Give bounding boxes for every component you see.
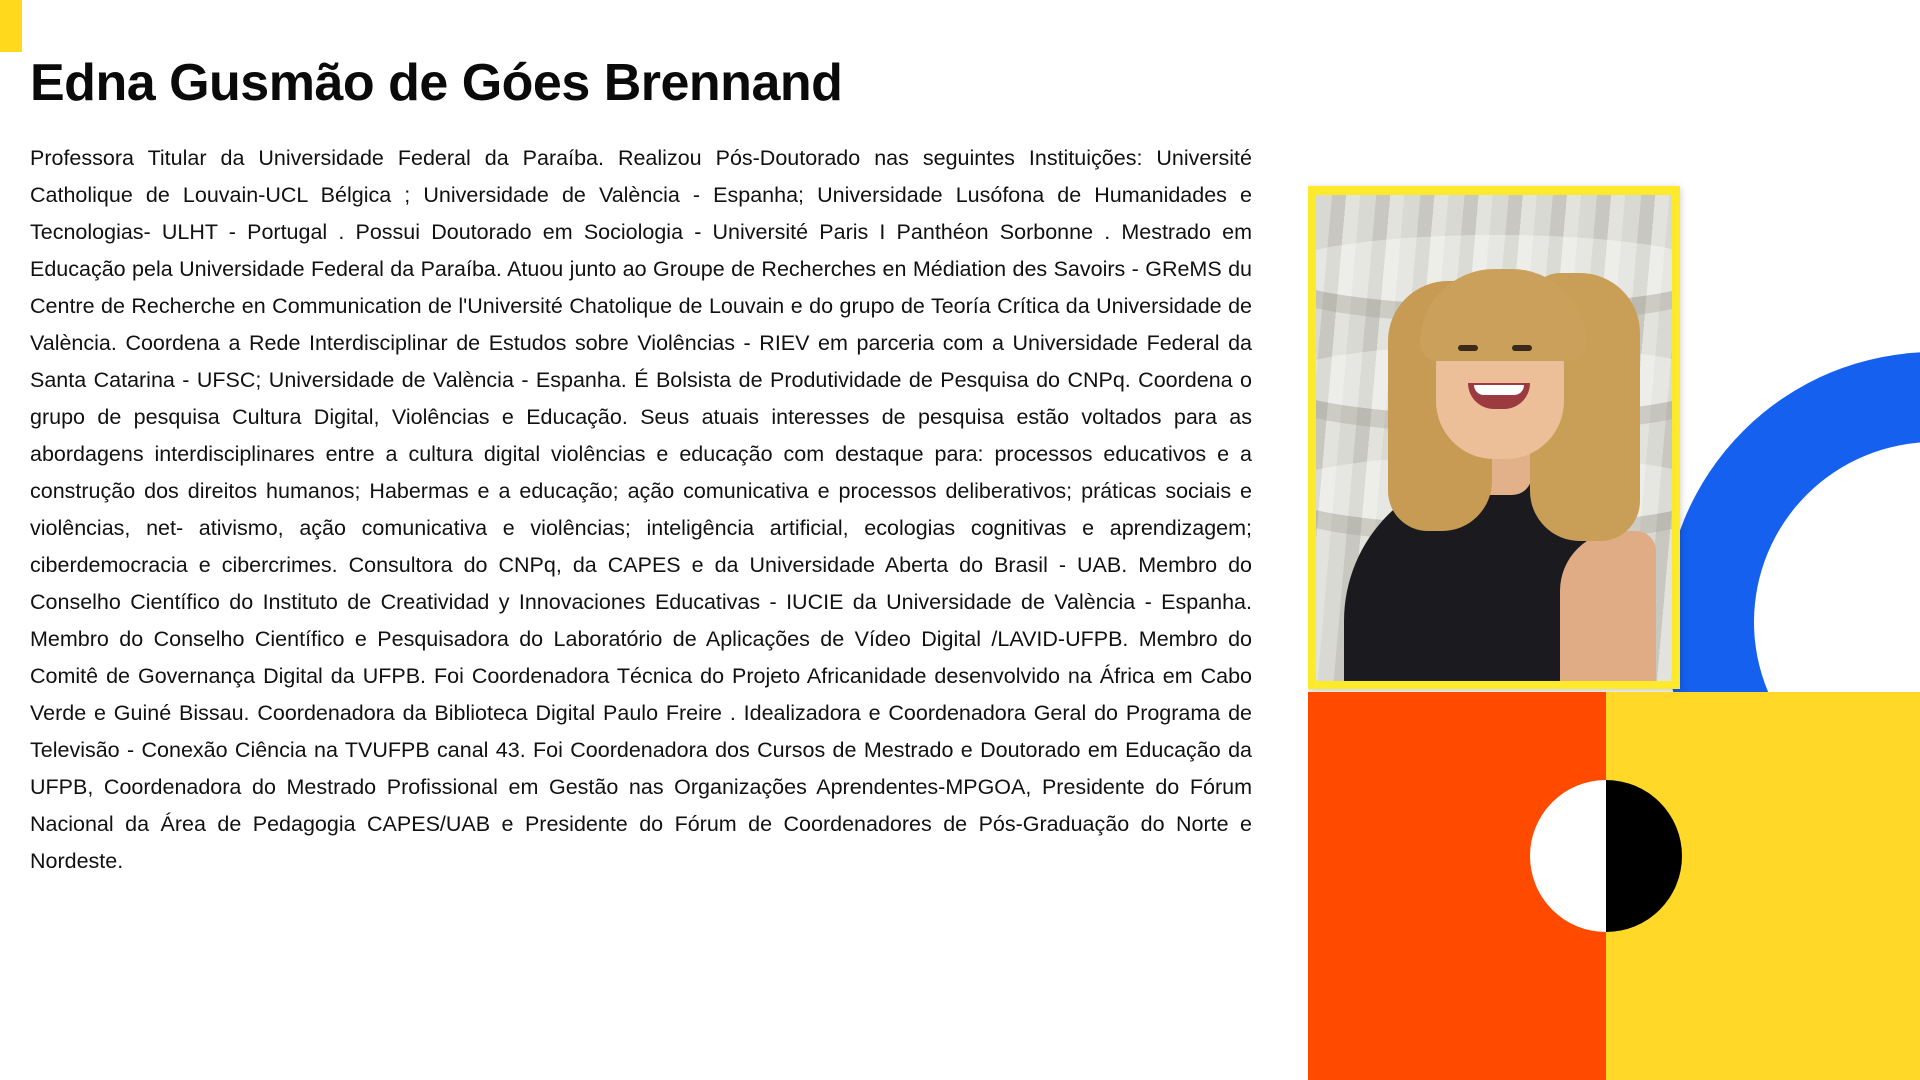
biography-text: Professora Titular da Universidade Federal da Paraíba. Realizou Pós-Doutorado nas seguintes Instituições: Université Catholique de Louvain-UCL Bélgica ; Universidade de València - Espanha; Universidade Lusófona de Humanidades e Tecnologias- ULHT - Portugal . Possui Doutorado em Sociologia - Université Paris I Panthéon Sorbonne . Mestrado em Educação pela Universidade Federal da Paraíba. Atuou junto ao Groupe de Recherches en Médiation des Savoirs - GReMS du Centre de Recherche en Communication de l'Université Chatolique de Louvain e do grupo de Teoría Crítica da Universidade de València. Coordena a Rede Interdisciplinar de Estudos sobre Violências - RIEV em parceria com a Universidade Federal da Santa Catarina - UFSC; Universidade de València - Espanha. É Bolsista de Produtividade de Pesquisa do CNPq. Coordena o grupo de pesquisa Cultura Digital, Violências e Educação. Seus atuais interesses de pesquisa estão voltados para as abordagens interdisciplinares entre a cultura digital violências e educação com destaque para: processos educativos e a construção dos direitos humanos; Habermas e a educação; ação comunicativa e processos deliberativos; práticas sociais e violências, net- ativismo, ação comunicativa e violências; inteligência artificial, ecologias cognitivas e aprendizagem; ciberdemocracia e cibercrimes. Consultora do CNPq, da CAPES e da Universidade Aberta do Brasil - UAB. Membro do Conselho Científico do Instituto de Creatividad y Innovaciones Educativas - IUCIE da Universidade de València - Espanha. Membro do Conselho Científico e Pesquisadora do Laboratório de Aplicações de Vídeo Digital /LAVID-UFPB. Membro do Comitê de Governança Digital da UFPB. Foi Coordenadora Técnica do Projeto Africanidade desenvolvido na África em Cabo Verde e Guiné Bissau. Coordenadora da Biblioteca Digital Paulo Freire . Idealizadora e Coordenadora Geral do Programa de Televisão - Conexão Ciência na TVUFPB canal 43. Foi Coordenadora dos Cursos de Mestrado e Doutorado em Educação da UFPB, Coordenadora do Mestrado Profissional em Gestão nas Organizações Aprendentes-MPGOA, Presidente do Fórum Nacional da Área de Pedagogia CAPES/UAB e Presidente do Fórum de Coordenadores de Pós-Graduação do Norte e Nordeste. bbox=[30, 146, 1252, 873]
person-eye-right bbox=[1512, 345, 1532, 351]
left-accent-bar bbox=[0, 0, 22, 52]
person-shoulder bbox=[1560, 531, 1656, 681]
portrait-frame bbox=[1308, 186, 1680, 689]
decorative-graphics-panel bbox=[1308, 0, 1920, 1080]
page-title: Edna Gusmão de Góes Brennand bbox=[30, 53, 843, 112]
portrait-photo bbox=[1316, 195, 1672, 681]
person-eye-left bbox=[1458, 345, 1478, 351]
